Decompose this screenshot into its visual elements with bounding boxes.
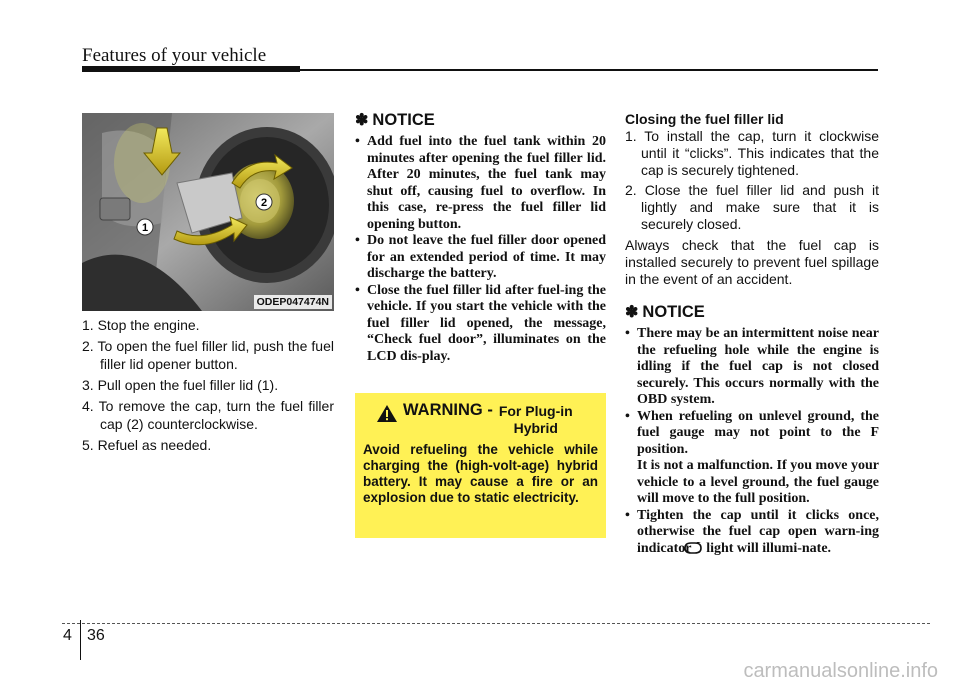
warning-box <box>355 393 606 538</box>
notice-subtext: It is not a malfunction. If you move your vehicle to a level ground, the fuel gauge will move to the full position. <box>637 458 879 506</box>
warning-subtitle-2: Hybrid <box>513 420 558 436</box>
notice-item: • Tighten the cap until it clicks once, otherwise the fuel cap open warn-ing indicator light will illumi-nate. <box>625 508 879 560</box>
watermark: carmanualsonline.info <box>743 660 938 682</box>
step-item: 5. Refuel as needed. <box>82 437 212 453</box>
step-item: 1. Stop the engine. <box>82 317 200 333</box>
callout-1 <box>137 219 153 235</box>
asterisk-icon: ✽ <box>355 112 369 129</box>
notice-item: • When refueling on unlevel ground, the fuel gauge may not point to the F position. <box>625 408 879 457</box>
page-number: 36 <box>87 627 105 644</box>
warning-heading <box>363 401 598 437</box>
notice-item: • Do not leave the fuel filler door opened for an extended period of time. It may discharge the battery. <box>355 233 606 281</box>
warning-subtitle-1: For Plug-in <box>498 403 573 419</box>
svg-text:1: 1 <box>141 222 149 234</box>
fuel-filler-drawing <box>82 113 334 311</box>
closing-section <box>625 110 879 559</box>
step-item: 2. To open the fuel filler lid, push the fuel filler lid opener button. <box>82 338 334 372</box>
opening-steps <box>82 316 334 457</box>
figure-caption: ODEP047474N <box>254 295 332 309</box>
notice-item: • Close the fuel filler lid after fuel-ing the vehicle. If you start the vehicle with the fuel filler lid opened, the message, “Check fuel door”, illuminates on the LCD dis-play. <box>355 282 606 364</box>
notice-item: • Add fuel into the fuel tank within 20 minutes after opening the fuel filler lid. After 20 minutes, the fuel tank may shut off, causing fuel to overflow. In this case, re-press the fuel filler lid opening button. <box>355 134 606 232</box>
step-item: 4. To remove the cap, turn the fuel filler cap (2) counterclockwise. <box>82 398 334 432</box>
notice-title: NOTICE <box>642 302 705 321</box>
closing-paragraph: Always check that the fuel cap is installed securely to prevent fuel spillage in the event of an accident. <box>625 237 879 287</box>
callout-2 <box>256 194 272 210</box>
footer-rule <box>62 623 930 624</box>
notice-heading-1 <box>355 110 606 130</box>
warning-text: Avoid refueling the vehicle while charging the (high-volt-age) hybrid battery. It may cause a fire or an explosion due to static electricity. <box>363 442 598 505</box>
fuel-filler-illustration <box>82 113 334 311</box>
asterisk-icon: ✽ <box>625 304 639 321</box>
closing-heading: Closing the fuel filler lid <box>625 111 784 127</box>
notice-section-1 <box>355 110 606 365</box>
notice-heading-2 <box>625 302 879 322</box>
header-rule-thin <box>300 69 878 71</box>
footer-divider <box>80 620 81 660</box>
notice-title: NOTICE <box>372 110 435 129</box>
header-title: Features of your vehicle <box>82 45 267 66</box>
closing-step: 1. To install the cap, turn it clockwise until it “clicks”. This indicates that the cap is securely tightened. <box>625 128 879 178</box>
svg-text:2: 2 <box>260 197 268 209</box>
notice-item: • There may be an intermittent noise near the refueling hole while the engine is idling if the fuel cap is not closed securely. This occurs normally with the OBD system. <box>625 326 879 407</box>
header-rule-thick <box>82 66 300 72</box>
chapter-number: 4 <box>63 627 72 644</box>
closing-step: 2. Close the fuel filler lid and push it lightly and make sure that it is securely closed. <box>625 182 879 232</box>
warning-triangle-icon <box>377 405 397 427</box>
fuel-cap-warning-icon <box>695 542 703 560</box>
step-item: 3. Pull open the fuel filler lid (1). <box>82 377 279 393</box>
warning-title: WARNING - <box>403 401 493 419</box>
